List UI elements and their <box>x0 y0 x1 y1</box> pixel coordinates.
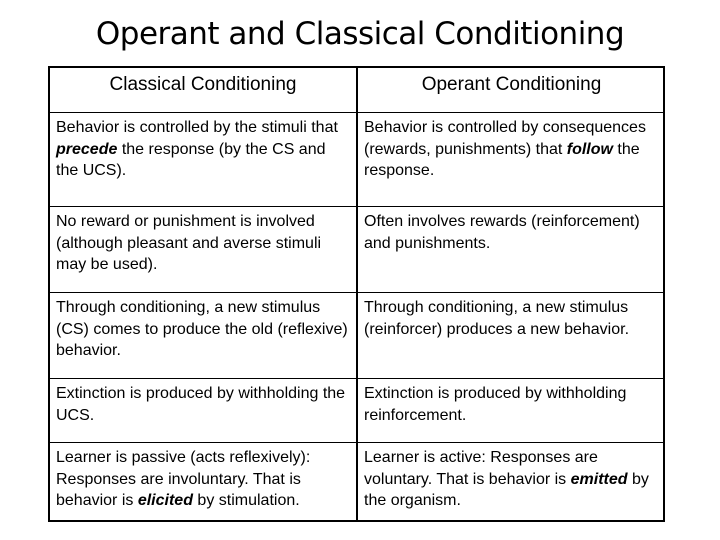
header-classical: Classical Conditioning <box>50 68 358 112</box>
cell-classical: No reward or punishment is involved (although pleasant and averse stimuli may be used). <box>50 207 358 292</box>
table-row <box>50 292 663 378</box>
cell-operant: Often involves rewards (reinforcement) and punishments. <box>364 213 640 252</box>
header-operant: Operant Conditioning <box>421 74 602 95</box>
cell-operant: Behavior is controlled by consequences (rewards, punishments) that follow the response. <box>364 119 646 179</box>
cell-classical: Through conditioning, a new stimulus (CS) comes to produce the old (reflexive) behavior. <box>50 293 358 378</box>
cell-operant: Through conditioning, a new stimulus (reinforcer) produces a new behavior. <box>364 299 630 338</box>
cell-classical: Behavior is controlled by the stimuli that precede the response (by the CS and the UCS). <box>50 113 358 206</box>
comparison-table <box>48 66 665 522</box>
table-row <box>50 378 663 442</box>
table-row <box>50 442 663 520</box>
cell-operant: Learner is active: Responses are voluntary. That is behavior is emitted by the organism. <box>364 449 649 509</box>
cell-operant: Extinction is produced by withholding reinforcement. <box>364 385 627 424</box>
table-row <box>50 206 663 292</box>
cell-classical: Learner is passive (acts reflexively): Responses are involuntary. That is behavior is elicited by stimulation. <box>50 443 358 520</box>
cell-classical: Extinction is produced by withholding the UCS. <box>50 379 358 442</box>
table-header-row <box>50 68 663 112</box>
slide-title: Operant and Classical Conditioning <box>95 16 625 52</box>
table-row <box>50 112 663 206</box>
